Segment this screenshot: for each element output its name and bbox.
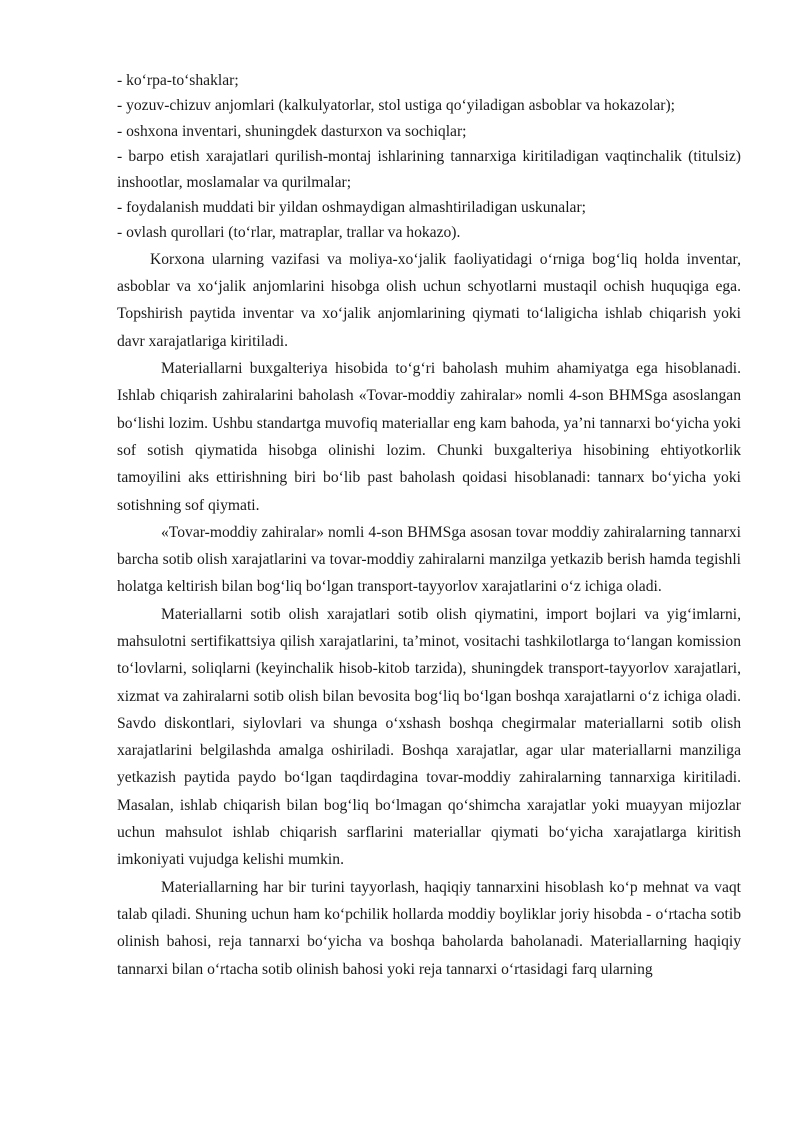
- list-item: - ovlash qurollari (to‘rlar, matraplar, trallar va hokazo).: [117, 224, 461, 242]
- bullet-list: [117, 68, 741, 246]
- document-page: [117, 68, 741, 983]
- paragraph: Materiallarni buxgalteriya hisobida to‘g‘ri baholash muhim ahamiyatga ega hisoblanadi. Ishlab chiqarish zahiralarini baholash «Tovar-moddiy zahiralar» nomli 4-son BHMSga asoslangan bo‘lishi lozim. Ushbu standartga muvofiq materiallar eng kam bahoda, ya’ni tannarxi bo‘yicha yoki sof sotish qiymatida hisobga olinishi lozim. Chunki buxgalteriya hisobining ehtiyotkorlik tamoyilini aks ettirishning biri bo‘lib past baholash qoidasi hisoblanadi: tannarx bo‘yicha yoki sotishning sof qiymati.: [117, 360, 741, 514]
- list-item: - oshxona inventari, shuningdek dasturxon va sochiqlar;: [117, 122, 467, 140]
- paragraph: Materiallarni sotib olish xarajatlari sotib olish qiymatini, import bojlari va yig‘imlarni, mahsulotni sertifikattsiya qilish xarajatlarini, ta’minot, vositachi tashkilotlarga to‘langan komission to‘lovlarni, soliqlarni (keyinchalik hisob-kitob tarzida), shuningdek transport-tayyorlov xarajatlari, xizmat va zahiralarni sotib olish bilan bevosita bog‘liq bo‘lgan boshqa xarajatlarni o‘z ichiga oladi. Savdo diskontlari, siylovlari va shunga o‘xshash boshqa chegirmalar materiallarni sotib olish xarajatlarini belgilashda amalga oshiriladi. Boshqa xarajatlar, agar ular materiallarni manziliga yetkazish paytida paydo bo‘lgan taqdirdagina tovar-moddiy zahiralarning tannarxiga kiritiladi. Masalan, ishlab chiqarish bilan bog‘liq bo‘lmagan qo‘shimcha xarajatlar yoki muayyan mijozlar uchun mahsulot ishlab chiqarish sarflarini materiallar qiymati bo‘yicha xarajatlarga kiritish imkoniyati vujudga kelishi mumkin.: [117, 605, 741, 869]
- paragraph: Korxona ularning vazifasi va moliya-xo‘jalik faoliyatidagi o‘rniga bog‘liq holda inventar, asboblar va xo‘jalik anjomlarini hisobga olish uchun schyotlarni mustaqil ochish huquqiga ega. Topshirish paytida inventar va xo‘jalik anjomlarining qiymati to‘laligicha ishlab chiqarish yoki davr xarajatlariga kiritiladi.: [117, 250, 741, 350]
- list-item: - ko‘rpa-to‘shaklar;: [117, 72, 239, 89]
- list-item: - foydalanish muddati bir yildan oshmaydigan almashtiriladigan uskunalar;: [117, 199, 587, 217]
- list-item: - yozuv-chizuv anjomlari (kalkulyatorlar, stol ustiga qo‘yiladigan asboblar va hokazolar);: [117, 97, 675, 115]
- list-item: - barpo etish xarajatlari qurilish-montaj ishlarining tannarxiga kiritiladigan vaqtinchalik (titulsiz) inshootlar, moslamalar va qurilmalar;: [117, 148, 741, 191]
- paragraph: «Tovar-moddiy zahiralar» nomli 4-son BHMSga asosan tovar moddiy zahiralarning tannarxi barcha sotib olish xarajatlarini va tovar-moddiy zahiralarni manzilga yetkazib berish hamda tegishli holatga keltirish bilan bog‘liq bo‘lgan transport-tayyorlov xarajatlarini o‘z ichiga oladi.: [117, 523, 741, 596]
- paragraph: Materiallarning har bir turini tayyorlash, haqiqiy tannarxini hisoblash ko‘p mehnat va vaqt talab qiladi. Shuning uchun ham ko‘pchilik hollarda moddiy boyliklar joriy hisobda - o‘rtacha sotib olinish bahosi, reja tannarxi bo‘yicha va boshqa baholarda baholanadi. Materiallarning haqiqiy tannarxi bilan o‘rtacha sotib olinish bahosi yoki reja tannarxi o‘rtasidagi farq ularning: [117, 878, 741, 978]
